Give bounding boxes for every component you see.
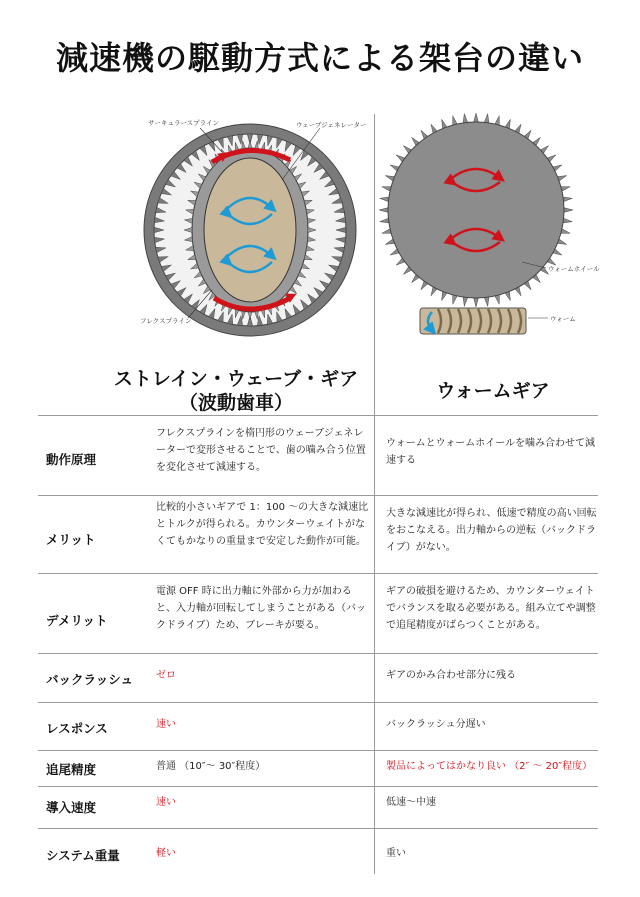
strain-wave-cell: 電源 OFF 時に出力軸に外部から力が加わると、入力軸が回転してしまうことがある（バックドライブ）ため、ブレーキが要る。 — [156, 586, 366, 631]
strain-wave-cell: 速い — [156, 719, 176, 730]
worm-label: ウォーム — [550, 315, 576, 323]
circular-spline-label: サーキュラースプライン — [148, 119, 219, 127]
row-divider — [38, 653, 598, 654]
strain-wave-cell: 普通 （10″〜 30″程度） — [156, 761, 266, 772]
table-row — [38, 828, 598, 874]
worm-gear-cell: ギアのかみ合わせ部分に残る — [386, 670, 516, 681]
worm-gear-header: ウォームギア — [436, 380, 550, 402]
row-divider — [38, 750, 598, 751]
worm-gear-cell: バックラッシュ分遅い — [386, 719, 486, 730]
row-label: メリット — [46, 532, 96, 547]
row-divider — [38, 828, 598, 829]
row-divider — [38, 415, 598, 416]
worm-gear-cell: ウォームとウォームホイールを噛み合わせて減速する — [386, 438, 595, 466]
worm-gear-cell: 製品によってはかなり良い （2″ 〜 20″程度） — [386, 761, 593, 772]
strain-wave-gear-illustration — [144, 124, 356, 336]
table-row — [38, 750, 598, 786]
row-divider — [38, 573, 598, 574]
table-row — [38, 415, 598, 495]
strain-wave-cell: ゼロ — [156, 670, 176, 681]
row-divider — [38, 702, 598, 703]
strain-wave-header-line1: ストレイン・ウェーブ・ギア — [113, 368, 359, 390]
worm-gear-cell: 重い — [386, 848, 406, 859]
gear-diagrams — [0, 0, 640, 360]
strain-wave-header-line2: （波動歯車） — [178, 392, 293, 414]
table-row — [38, 573, 598, 653]
row-label: システム重量 — [46, 848, 120, 863]
row-label: バックラッシュ — [46, 672, 134, 687]
wave-generator-label: ウェーブジェネレーター — [296, 121, 367, 129]
worm-gear-cell: ギアの破損を避けるため、カウンターウェイトでバランスを取る必要がある。組み立てや調整で追尾精度がばらつくことがある。 — [386, 586, 596, 631]
strain-wave-header — [100, 367, 372, 415]
row-label: 動作原理 — [46, 452, 97, 467]
strain-wave-cell: 軽い — [156, 848, 176, 859]
row-divider — [38, 495, 598, 496]
worm-gear-illustration — [379, 113, 573, 334]
strain-wave-cell: 比較的小さいギアで 1：100 〜の大きな減速比とトルクが得られる。カウンターウェイトがなくてもかなりの重量まで安定した動作が可能。 — [156, 502, 369, 547]
worm-wheel-label: ウォームホイール — [548, 265, 600, 273]
flexspline-label: フレクスプライン — [140, 317, 192, 325]
row-label: デメリット — [46, 613, 108, 628]
table-row — [38, 786, 598, 828]
row-label: レスポンス — [46, 721, 108, 736]
worm-gear-cell: 大きな減速比が得られ、低速で精度の高い回転をおこなえる。出力軸からの逆転（バックドライブ）がない。 — [386, 508, 597, 553]
row-divider — [38, 786, 598, 787]
strain-wave-cell: 速い — [156, 797, 176, 808]
strain-wave-cell: フレクスプラインを楕円形のウェーブジェネレーターで変形させることで、歯の噛み合う位置を変化させて減速する。 — [156, 428, 366, 473]
row-label: 導入速度 — [46, 800, 97, 815]
worm-gear-cell: 低速〜中速 — [386, 797, 436, 808]
page-title: 減速機の駆動方式による架台の違い — [55, 39, 584, 77]
row-label: 追尾精度 — [46, 762, 97, 777]
table-row — [38, 495, 598, 573]
table-row — [38, 653, 598, 702]
table-row — [38, 702, 598, 750]
